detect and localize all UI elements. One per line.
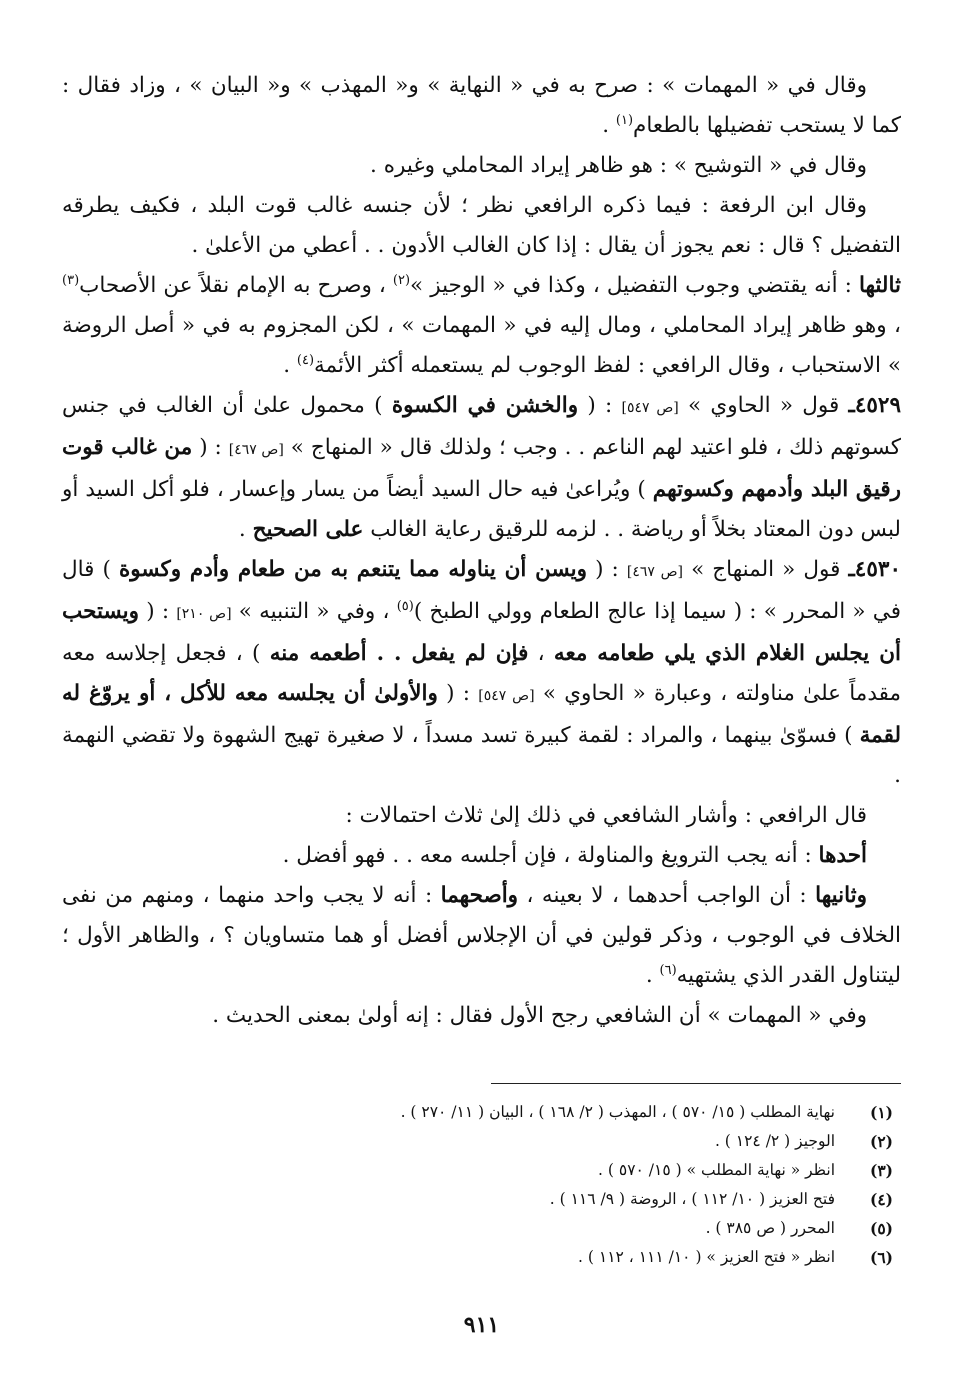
text-run: ، وصرح به الإمام نقلاً عن الأصحاب <box>79 273 393 298</box>
footnote <box>62 1214 901 1243</box>
footnote <box>62 1185 901 1214</box>
paragraph <box>62 876 901 996</box>
footnote-text: انظر « نهاية المطلب » ( ١٥/ ٥٧٠ ) . <box>598 1161 835 1179</box>
footnote <box>62 1127 901 1156</box>
text-run: ، <box>528 641 554 666</box>
bold-text: من غالب قوت رقيق البلد وأدمهم وكسوتهم <box>62 435 901 502</box>
footnote-text: المحرر ( ص ٣٨٥ ) . <box>705 1219 835 1237</box>
text-run: ، وهو ظاهر إيراد المحاملي ، ومال إليه في « المهمات » ، لكن المجزوم به في « أصل الروضة » الاستحباب ، وقال الرافعي : لفظ الوجوب لم يستعمله أكثر الأئمة <box>62 313 901 378</box>
text-run: . <box>602 113 616 138</box>
paragraph <box>62 386 901 550</box>
bold-text: أحدها <box>818 843 867 868</box>
footnote-divider <box>491 1083 901 1084</box>
footnote <box>62 1156 901 1185</box>
page-ref: [ص ٤٦٧] <box>228 442 284 458</box>
footnote-ref: (٤) <box>296 352 315 368</box>
paragraph <box>62 550 901 796</box>
main-text <box>62 66 901 1036</box>
page-number: ٩١١ <box>463 1312 500 1338</box>
footnote-number: (٣) <box>869 1161 893 1180</box>
text-run: : ( <box>578 393 622 418</box>
text-run: . <box>283 353 297 378</box>
text-run: ) قال في « المحرر » : ( سيما إذا عالج الطعام وولي الطبخ ) <box>62 557 901 624</box>
bold-text: ٤٥٢٩ـ <box>848 393 902 418</box>
text-run: ) ، فجعل إجلاسه معه مقدماً علىٰ مناولته ، وعبارة « الحاوي » <box>62 641 902 706</box>
footnotes <box>62 1098 901 1272</box>
page-ref: [ص ٥٤٧] <box>478 688 535 704</box>
text-run: ) محمول علىٰ أن الغالب في جنس كسوتهم ذلك ، فلو اعتيد لهم الناعم . . وجب ؛ ولذلك قال « المنهاج » <box>62 393 902 460</box>
bold-text: ٤٥٣٠ـ <box>848 557 901 582</box>
footnote-text: نهاية المطلب ( ١٥/ ٥٧٠ ) ، المهذب ( ٢/ ١٦٨ ) ، البيان ( ١١/ ٢٧٠ ) . <box>400 1103 835 1121</box>
text-run: ، وفي « التنبيه » <box>231 599 397 624</box>
footnote <box>62 1243 901 1272</box>
paragraph <box>62 146 901 186</box>
footnote-ref: (٢) <box>392 272 411 288</box>
text-run: . <box>238 517 253 542</box>
footnote-number: (٥) <box>869 1219 893 1238</box>
bold-text: والخشن في الكسوة <box>391 393 579 418</box>
page-ref: [ص ٢١٠] <box>176 606 232 622</box>
text-run: : ( <box>437 681 479 706</box>
bold-text: فإن لم يفعل . . أطعمه منه <box>269 641 529 666</box>
bold-text: على الصحيح <box>252 517 364 542</box>
bold-text: وأصحهما <box>440 883 519 908</box>
text-run: : ( <box>192 435 229 460</box>
page-ref: [ص ٤٦٧] <box>626 564 683 580</box>
page-ref: [ص ٥٤٧] <box>621 400 679 416</box>
text-run: : ( <box>587 557 627 582</box>
text-run: وقال ابن الرفعة : فيما ذكره الرافعي نظر ؛ لأن جنسه غالب قوت البلد ، فكيف يطرقه التفضيل ؟ قال : نعم يجوز أن يقال : إذا كان الغالب الأدون . . أعطي من الأعلىٰ . <box>62 193 901 258</box>
bold-text: والأولىٰ أن يجلسه معه للأكل ، أو يروّغ له لقمة <box>62 681 901 748</box>
footnote-text: الوجيز ( ٢/ ١٢٤ ) . <box>714 1132 835 1150</box>
footnote-ref: (١) <box>615 112 634 128</box>
text-run: : أنه يقتضي وجوب التفضيل ، وكذا في « الوجيز » <box>410 273 859 298</box>
footnote-ref: (٣) <box>62 272 80 288</box>
footnote-number: (٦) <box>869 1248 893 1267</box>
text-run: وفي « المهمات » أن الشافعي رجح الأول فقال : إنه أولىٰ بمعنى الحديث . <box>212 1003 867 1028</box>
footnote-text: فتح العزيز ( ١٠/ ١١٢ ) ، الروضة ( ٩/ ١١٦ ) . <box>549 1190 835 1208</box>
text-run: . <box>645 963 660 988</box>
bold-text: وثانيها <box>815 883 868 908</box>
paragraph <box>62 266 901 386</box>
paragraph <box>62 836 901 876</box>
paragraph <box>62 66 901 146</box>
text-run: : أنه لا يجب واحد منهما ، ومنهم من نفى الخلاف في الوجوب ، وذكر قولين في أن الإجلاس أفضل أو هما متساويان ؟ ، والظاهر الأول ؛ ليتناول القدر الذي يشتهيه <box>62 883 901 988</box>
text-run: ) فسوّىٰ بينهما ، والمراد : لقمة كبيرة تسد مسداً ، لا صغيرة تهيج الشهوة ولا تقضي النهمة . <box>62 723 901 788</box>
bold-text: ويستحب أن يجلس الغلام الذي يلي طعامه معه <box>62 599 901 666</box>
footnote-ref: (٥) <box>396 598 414 614</box>
text-run: قول « المنهاج » <box>683 557 849 582</box>
text-run: : ( <box>139 599 177 624</box>
text-run: : أنه يجب الترويغ والمناولة ، فإن أجلسه معه . . فهو أفضل . <box>282 843 819 868</box>
footnote-number: (٤) <box>869 1190 893 1209</box>
document-page <box>62 66 901 1400</box>
paragraph <box>62 796 901 836</box>
text-run: قول « الحاوي » <box>678 393 849 418</box>
text-run: قال الرافعي : وأشار الشافعي في ذلك إلىٰ ثلاث احتمالات : <box>345 803 867 828</box>
text-run: وقال في « المهمات » : صرح به في « النهاية » و« المهذب » و« البيان » ، وزاد فقال : كما لا يستحب تفضيلها بالطعام <box>62 73 901 138</box>
bold-text: ويسن أن يناوله مما يتنعم به من طعام وأدم وكسوة <box>119 557 587 582</box>
footnote <box>62 1098 901 1127</box>
text-run: وقال في « التوشيح » : هو ظاهر إيراد المحاملي وغيره . <box>370 153 867 178</box>
paragraph <box>62 996 901 1036</box>
text-run: ) ويُراعىٰ فيه حال السيد أيضاً من يسار وإعسار ، فلو أكل السيد أو لبس دون المعتاد بخلاً أو رياضة . . لزمه للرقيق رعاية الغالب <box>62 477 901 542</box>
footnote-ref: (٦) <box>659 962 677 978</box>
footnote-text: انظر « فتح العزيز » ( ١٠/ ١١١ ، ١١٢ ) . <box>578 1248 835 1266</box>
bold-text: ثالثها <box>858 273 902 298</box>
footnote-number: (١) <box>869 1103 893 1122</box>
footnote-number: (٢) <box>869 1132 893 1151</box>
paragraph <box>62 186 901 266</box>
text-run: : أن الواجب أحدهما ، لا بعينه ، <box>518 883 816 908</box>
